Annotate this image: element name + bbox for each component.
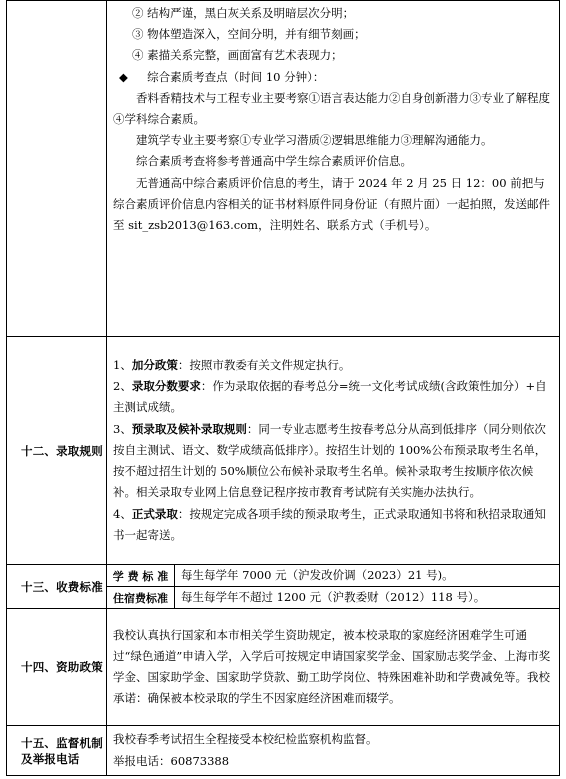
assessment-details-cell [107, 1, 560, 337]
rule-item-2: 2、录取分数要求：作为录取依据的春考总分=统一文化考试成绩(含政策性加分）+自主测试成绩。 [113, 379, 547, 415]
diamond-bullet-icon: ◆ [119, 69, 128, 84]
paragraph: 香料香精技术与工程专业主要考察①语言表达能力②自身创新潜力③专业了解程度④学科综合素质。 [113, 90, 550, 127]
criteria-item: ② 结构严谨，黑白灰关系及明暗层次分明； [132, 6, 355, 20]
criteria-item: ④ 素描关系完整，画面富有艺术表现力； [132, 48, 343, 63]
section-13-label: 十三、收费标准 [7, 565, 107, 609]
section-14-content: 我校认真执行国家和本市相关学生资助规定，被本校录取的家庭经济困难学生可通过“绿色通道”申请入学，入学后可按规定申请国家奖学金、国家励志奖学金、上海市奖学金、国家助学金、国家助学贷款、勤工助学岗位、特殊困难补助和学费减免等。我校承诺：确保被本校录取的学生不因家庭经济困难而辍学。 [107, 609, 560, 726]
rule-item-3: 3、预录取及候补录取规则：同一专业志愿考生按春考总分从高到低排序（同分则依次按自主测试、语文、数学成绩高低排序）。按招生计划的 100%公布预录取考生名单，按不超过招生计划的 50%顺位公布候补录取考生名单。候补录取考生按顺序依次候补。相关录取专业网上信息登记程序按市教育考试院有关实施办法执行。 [113, 421, 547, 500]
empty-label-cell [7, 1, 107, 337]
supervision-line: 我校春季考试招生全程接受本校纪检监察机构监督。 [113, 732, 378, 747]
section-15-content [107, 726, 560, 776]
tuition-sub-label: 学 费 标 准 [107, 565, 175, 587]
section-12-label: 十二、录取规则 [7, 337, 107, 565]
admission-rules-table [6, 0, 560, 776]
housing-sub-label: 住宿费标准 [107, 587, 175, 609]
criteria-item: ③ 物体塑造深入，空间分明，并有细节刻画； [132, 27, 366, 42]
section-15-row [7, 726, 560, 776]
housing-value: 每生每学年不超过 1200 元（沪教委财（2012）118 号）。 [175, 587, 560, 609]
bullet-heading-text: 综合素质考查点（时间 10 分钟）： [147, 69, 325, 84]
paragraph: 建筑学专业主要考察①专业学习潜质②逻辑思维能力③理解沟通能力。 [136, 133, 493, 148]
rule-item-1: 1、加分政策：按照市教委有关文件规定执行。 [113, 358, 351, 373]
section-12-row [7, 337, 560, 565]
hotline-line: 举报电话：60873388 [113, 753, 230, 768]
bullet-heading [113, 67, 553, 88]
tuition-value: 每生每学年 7000 元（沪发改价调（2023）21 号)。 [175, 565, 560, 587]
paragraph: 无普通高中综合素质评价信息的考生，请于 2024 年 2 月 25 日 12：00 前把与综合素质评价信息内容相关的证书材料原件同身份证（有照片面）一起拍照，发送邮件至 sit_zsb2013@163.com，注明姓名、联系方式（手机号）。 [113, 175, 550, 233]
rule-item-4: 4、正式录取：按规定完成各项手续的预录取考生，正式录取通知书将和秋招录取通知书一起寄送。 [113, 506, 546, 542]
section-14-label: 十四、资助政策 [7, 609, 107, 726]
assessment-details-row [7, 1, 560, 337]
section-13-row-tuition [7, 565, 560, 587]
section-12-content [107, 337, 560, 565]
section-15-label: 十五、监督机制及举报电话 [7, 726, 107, 776]
section-14-row [7, 609, 560, 726]
paragraph: 综合素质考查将参考普通高中学生综合素质评价信息。 [136, 154, 412, 169]
